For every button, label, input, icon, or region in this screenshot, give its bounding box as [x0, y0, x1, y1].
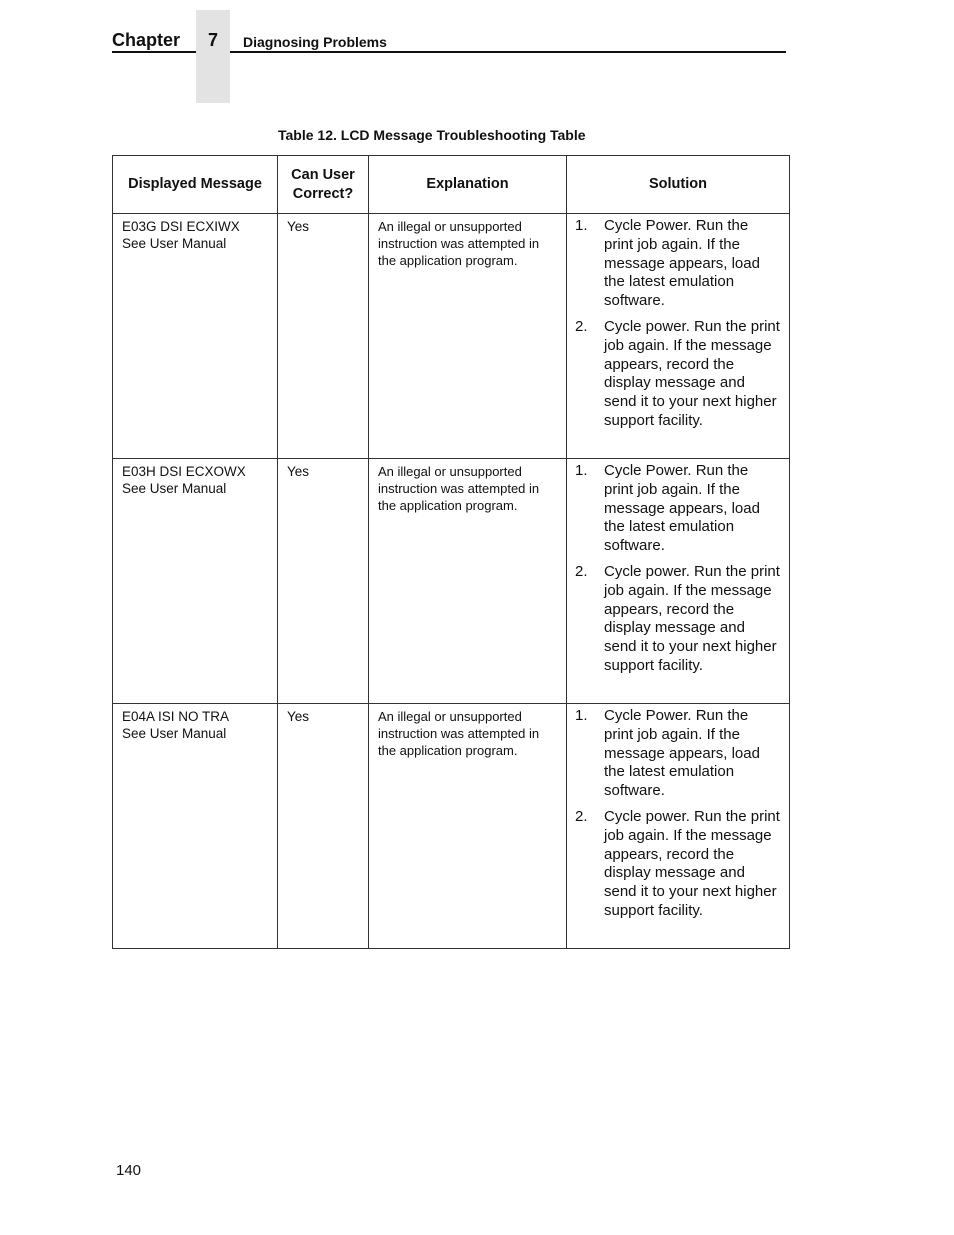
message-code: E03G DSI ECXIWX [122, 219, 240, 234]
correctable-cell [278, 214, 369, 459]
header-can-user-correct: Can User Correct? [278, 156, 369, 214]
explanation-cell [369, 214, 567, 459]
displayed-message-cell [113, 214, 278, 459]
step-text: Cycle power. Run the print job again. If the message appears, record the display message and send it to your next higher support facility. [604, 562, 780, 674]
message-code: E04A ISI NO TRA [122, 709, 230, 724]
message-hint: See User Manual [122, 726, 227, 741]
solution-step [575, 318, 781, 431]
solution-cell [567, 214, 790, 459]
step-text: Cycle Power. Run the print job again. If the message appears, load the latest emulation software. [604, 707, 760, 800]
chapter-label: Chapter [112, 30, 181, 50]
chapter-number: 7 [207, 30, 218, 50]
step-text: Cycle Power. Run the print job again. If the message appears, load the latest emulation software. [604, 462, 760, 555]
chapter-rule-right [230, 51, 786, 53]
correctable-cell [278, 704, 369, 949]
solution-step [575, 808, 781, 921]
correctable-cell [278, 459, 369, 704]
correctable-value: Yes [287, 709, 310, 724]
displayed-message-cell [113, 459, 278, 704]
solution-step [575, 217, 781, 311]
displayed-message-cell [113, 704, 278, 949]
header-explanation: Explanation [369, 156, 567, 214]
solution-cell [567, 459, 790, 704]
step-number: 2. [575, 807, 588, 825]
step-number: 2. [575, 317, 588, 335]
solution-cell [567, 704, 790, 949]
explanation-cell [369, 459, 567, 704]
table-row [113, 214, 790, 459]
table-header-row [113, 156, 790, 214]
correctable-value: Yes [287, 219, 310, 234]
correctable-value: Yes [287, 464, 310, 479]
page-number: 140 [116, 1162, 142, 1179]
table-row [113, 704, 790, 949]
chapter-rule-left [112, 51, 196, 53]
chapter-tab [196, 10, 230, 103]
step-text: Cycle Power. Run the print job again. If the message appears, load the latest emulation software. [604, 217, 760, 310]
solution-step [575, 707, 781, 801]
header-solution: Solution [567, 156, 790, 214]
message-hint: See User Manual [122, 236, 227, 251]
explanation-text: An illegal or unsupported instruction was attempted in the application program. [378, 709, 540, 758]
step-text: Cycle power. Run the print job again. If the message appears, record the display message and send it to your next higher support facility. [604, 807, 780, 919]
table-caption: Table 12. LCD Message Troubleshooting Table [278, 127, 586, 143]
solution-step [575, 563, 781, 676]
step-text: Cycle power. Run the print job again. If the message appears, record the display message and send it to your next higher support facility. [604, 317, 780, 429]
step-number: 1. [575, 707, 588, 724]
section-title: Diagnosing Problems [243, 34, 387, 50]
step-number: 2. [575, 562, 588, 580]
message-hint: See User Manual [122, 481, 227, 496]
solution-step [575, 462, 781, 556]
lcd-message-table [112, 155, 790, 949]
table-row [113, 459, 790, 704]
explanation-text: An illegal or unsupported instruction was attempted in the application program. [378, 219, 540, 268]
message-code: E03H DSI ECXOWX [122, 464, 246, 479]
step-number: 1. [575, 217, 588, 234]
explanation-text: An illegal or unsupported instruction was attempted in the application program. [378, 464, 540, 513]
explanation-cell [369, 704, 567, 949]
header-displayed-message: Displayed Message [113, 156, 278, 214]
step-number: 1. [575, 462, 588, 479]
